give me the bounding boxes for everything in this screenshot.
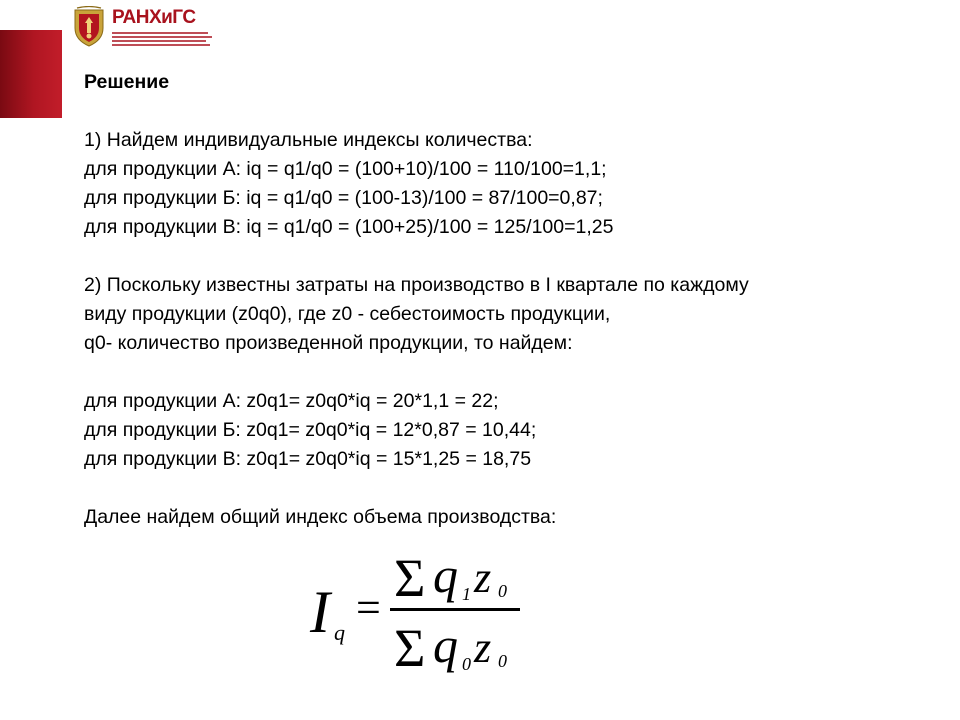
formula-lhs: I: [310, 579, 330, 645]
step1-intro: 1) Найдем индивидуальные индексы количества:: [84, 129, 533, 151]
step2-calc-line: для продукции Б: z0q1= z0q0*iq = 12*0,87 = 10,44;: [84, 419, 537, 441]
numerator-q-subscript: 1: [462, 584, 471, 604]
brand-name: РАНХиГС: [112, 7, 196, 28]
conclusion-text: Далее найдем общий индекс объема производства:: [84, 506, 557, 528]
solution-heading: Решение: [84, 71, 170, 93]
red-accent-bar: [0, 30, 62, 118]
numerator-q: q: [433, 547, 458, 603]
volume-index-formula: [290, 540, 540, 680]
ranepa-logo: [72, 6, 212, 50]
step2-calc-line: для продукции В: z0q1= z0q0*iq = 15*1,25 = 18,75: [84, 448, 532, 470]
step2-line: виду продукции (z0q0), где z0 - себестоимость продукции,: [84, 303, 611, 325]
denominator-q-subscript: 0: [462, 654, 471, 674]
denominator-q: q: [433, 617, 458, 673]
fraction-bar: [390, 608, 520, 611]
denominator-z-subscript: 0: [498, 651, 507, 671]
step1-line: для продукции Б: iq = q1/q0 = (100-13)/100 = 87/100=0,87;: [84, 187, 603, 209]
step1-line: для продукции А: iq = q1/q0 = (100+10)/100 = 110/100=1,1;: [84, 158, 607, 180]
logo-caption-line: [112, 36, 212, 38]
step2-line: q0- количество произведенной продукции, то найдем:: [84, 332, 573, 354]
logo-caption-line: [112, 44, 210, 46]
logo-caption-line: [112, 32, 208, 34]
denominator-sigma: Σ: [394, 618, 426, 678]
numerator-z-subscript: 0: [498, 581, 507, 601]
step2-calc-line: для продукции А: z0q1= z0q0*iq = 20*1,1 = 22;: [84, 390, 499, 412]
numerator-z: z: [474, 553, 492, 602]
slide-content: [84, 68, 934, 532]
logo-caption-line: [112, 40, 206, 42]
step2-line: 2) Поскольку известны затраты на производство в I квартале по каждому: [84, 274, 749, 296]
numerator-sigma: Σ: [394, 548, 426, 608]
coat-of-arms-icon: [72, 6, 106, 48]
denominator-z: z: [474, 623, 492, 672]
step1-line: для продукции В: iq = q1/q0 = (100+25)/100 = 125/100=1,25: [84, 216, 614, 238]
formula-lhs-subscript: q: [334, 620, 345, 645]
formula-equals: =: [356, 583, 381, 632]
